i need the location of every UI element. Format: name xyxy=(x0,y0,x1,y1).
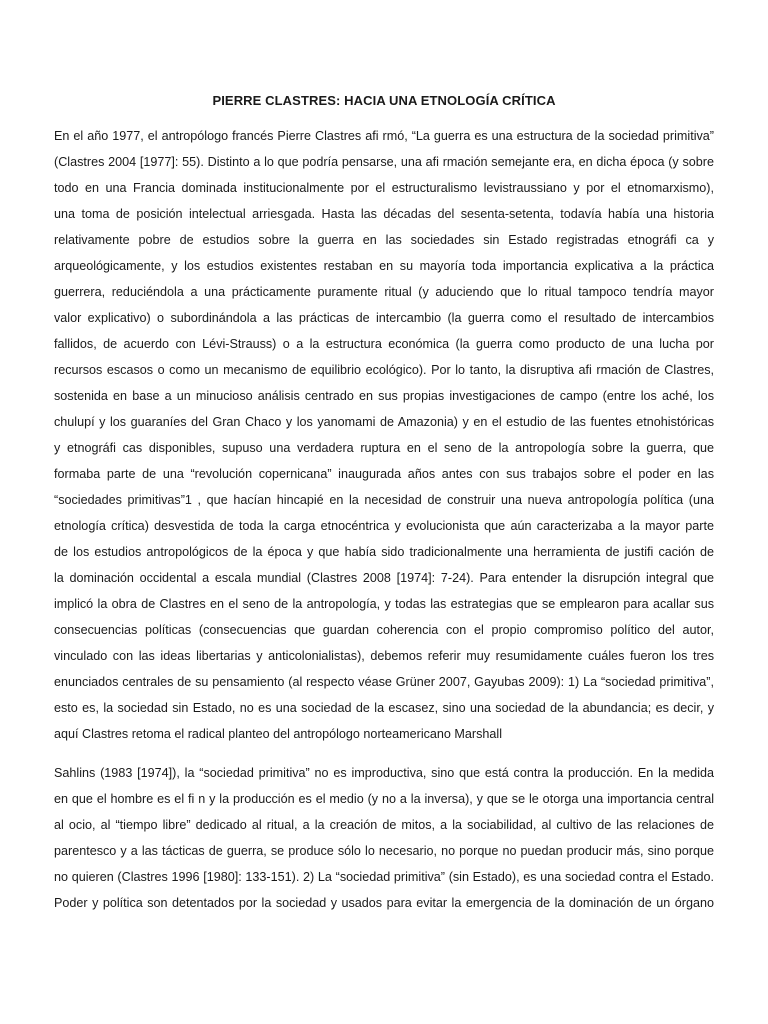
paragraph-1-line: vinculado con las ideas libertarias y anticolonialistas), debemos referir muy resumidamente cuáles fueron los tres xyxy=(54,649,714,663)
paragraph-1-line: arqueológicamente, y los estudios existentes restaban en su mayoría toda importancia explicativa a la práctica xyxy=(54,259,714,273)
paragraph-1-line: todo en una Francia dominada institucionalmente por el estructuralismo levistraussiano y por el etnomarxismo), xyxy=(54,181,714,195)
paragraph-2-line: no quieren (Clastres 1996 [1980]: 133-151). 2) La “sociedad primitiva” (sin Estado), es una sociedad contra el Estado. xyxy=(54,870,714,884)
paragraph-1-line: recursos escasos o como un mecanismo de equilibrio ecológico). Por lo tanto, la disruptiva afi rmación de Clastres, xyxy=(54,363,714,377)
paragraph-1 xyxy=(54,123,714,747)
paragraph-1-line: una toma de posición intelectual arriesgada. Hasta las décadas del sesenta-setenta, todavía había una historia xyxy=(54,207,714,221)
paragraph-2-line: Poder y política son detentados por la sociedad y usados para evitar la emergencia de la dominación de un órgano xyxy=(54,896,714,910)
paragraph-1-line: fallidos, de acuerdo con Lévi-Strauss) o a la estructura económica (la guerra como producto de una lucha por xyxy=(54,337,714,351)
paragraph-2-line: al ocio, al “tiempo libre” dedicado al ritual, a la creación de mitos, a la sociabilidad, al cultivo de las relaciones de xyxy=(54,818,714,832)
paragraph-1-line: consecuencias políticas (consecuencias que guardan coherencia con el propio compromiso político del autor, xyxy=(54,623,714,637)
paragraph-1-line: implicó la obra de Clastres en el seno de la antropología, y todas las estrategias que se emplearon para acallar sus xyxy=(54,597,714,611)
paragraph-1-line: (Clastres 2004 [1977]: 55). Distinto a lo que podría pensarse, una afi rmación semejante era, en dicha época (y sobre xyxy=(54,155,714,169)
paragraph-1-line: esto es, la sociedad sin Estado, no es una sociedad de la escasez, sino una sociedad de la abundancia; es decir, y xyxy=(54,701,714,715)
paragraph-1-line: “sociedades primitivas”1 , que hacían hincapié en la necesidad de construir una nueva antropología política (una xyxy=(54,493,714,507)
paragraph-1-line: la dominación occidental a escala mundial (Clastres 2008 [1974]: 7-24). Para entender la disrupción integral que xyxy=(54,571,714,585)
paragraph-1-line: de los estudios antropológicos de la época y que había sido tradicionalmente una herramienta de justifi cación de xyxy=(54,545,714,559)
paragraph-1-line: enunciados centrales de su pensamiento (al respecto véase Grüner 2007, Gayubas 2009): 1) La “sociedad primitiva”, xyxy=(54,675,714,689)
paragraph-1-line: chulupí y los guaraníes del Gran Chaco y los yanomami de Amazonia) y en el estudio de las fuentes etnohistóricas xyxy=(54,415,714,429)
paragraph-1-line: y etnográfi cas disponibles, supuso una verdadera ruptura en el seno de la antropología sobre la guerra, que xyxy=(54,441,714,455)
paragraph-1-line: En el año 1977, el antropólogo francés Pierre Clastres afi rmó, “La guerra es una estructura de la sociedad primitiva” xyxy=(54,129,714,143)
paragraph-1-line: relativamente pobre de estudios sobre la guerra en las sociedades sin Estado registradas etnográfi ca y xyxy=(54,233,714,247)
paragraph-1-line: guerrera, reduciéndola a una prácticamente puramente ritual (y aduciendo que lo ritual tampoco tendría mayor xyxy=(54,285,714,299)
paragraph-1-line: aquí Clastres retoma el radical planteo del antropólogo norteamericano Marshall xyxy=(54,727,503,741)
paragraph-2-line: parentesco y a las tácticas de guerra, se produce sólo lo necesario, no porque no puedan producir más, sino porque xyxy=(54,844,714,858)
paragraph-2-line: Sahlins (1983 [1974]), la “sociedad primitiva” no es improductiva, sino que está contra la producción. En la medida xyxy=(54,766,714,780)
paragraph-2-line: en que el hombre es el fi n y la producción es el medio (y no a la inversa), y que se le otorga una importancia central xyxy=(54,792,714,806)
document-title: PIERRE CLASTRES: HACIA UNA ETNOLOGÍA CRÍTICA xyxy=(212,93,556,108)
paragraph-2 xyxy=(54,760,714,916)
paragraph-1-line: valor explicativo) o subordinándola a las prácticas de intercambio (la guerra como el resultado de intercambios xyxy=(54,311,714,325)
paragraph-1-line: etnología crítica) desvestida de toda la carga etnocéntrica y evolucionista que aún caracterizaba a la mayor parte xyxy=(54,519,714,533)
paragraph-1-line: sostenida en base a un minucioso análisis centrado en sus propias investigaciones de campo (entre los aché, los xyxy=(54,389,714,403)
paragraph-1-line: formaba parte de una “revolución copernicana” inaugurada años antes con sus trabajos sobre el poder en las xyxy=(54,467,714,481)
